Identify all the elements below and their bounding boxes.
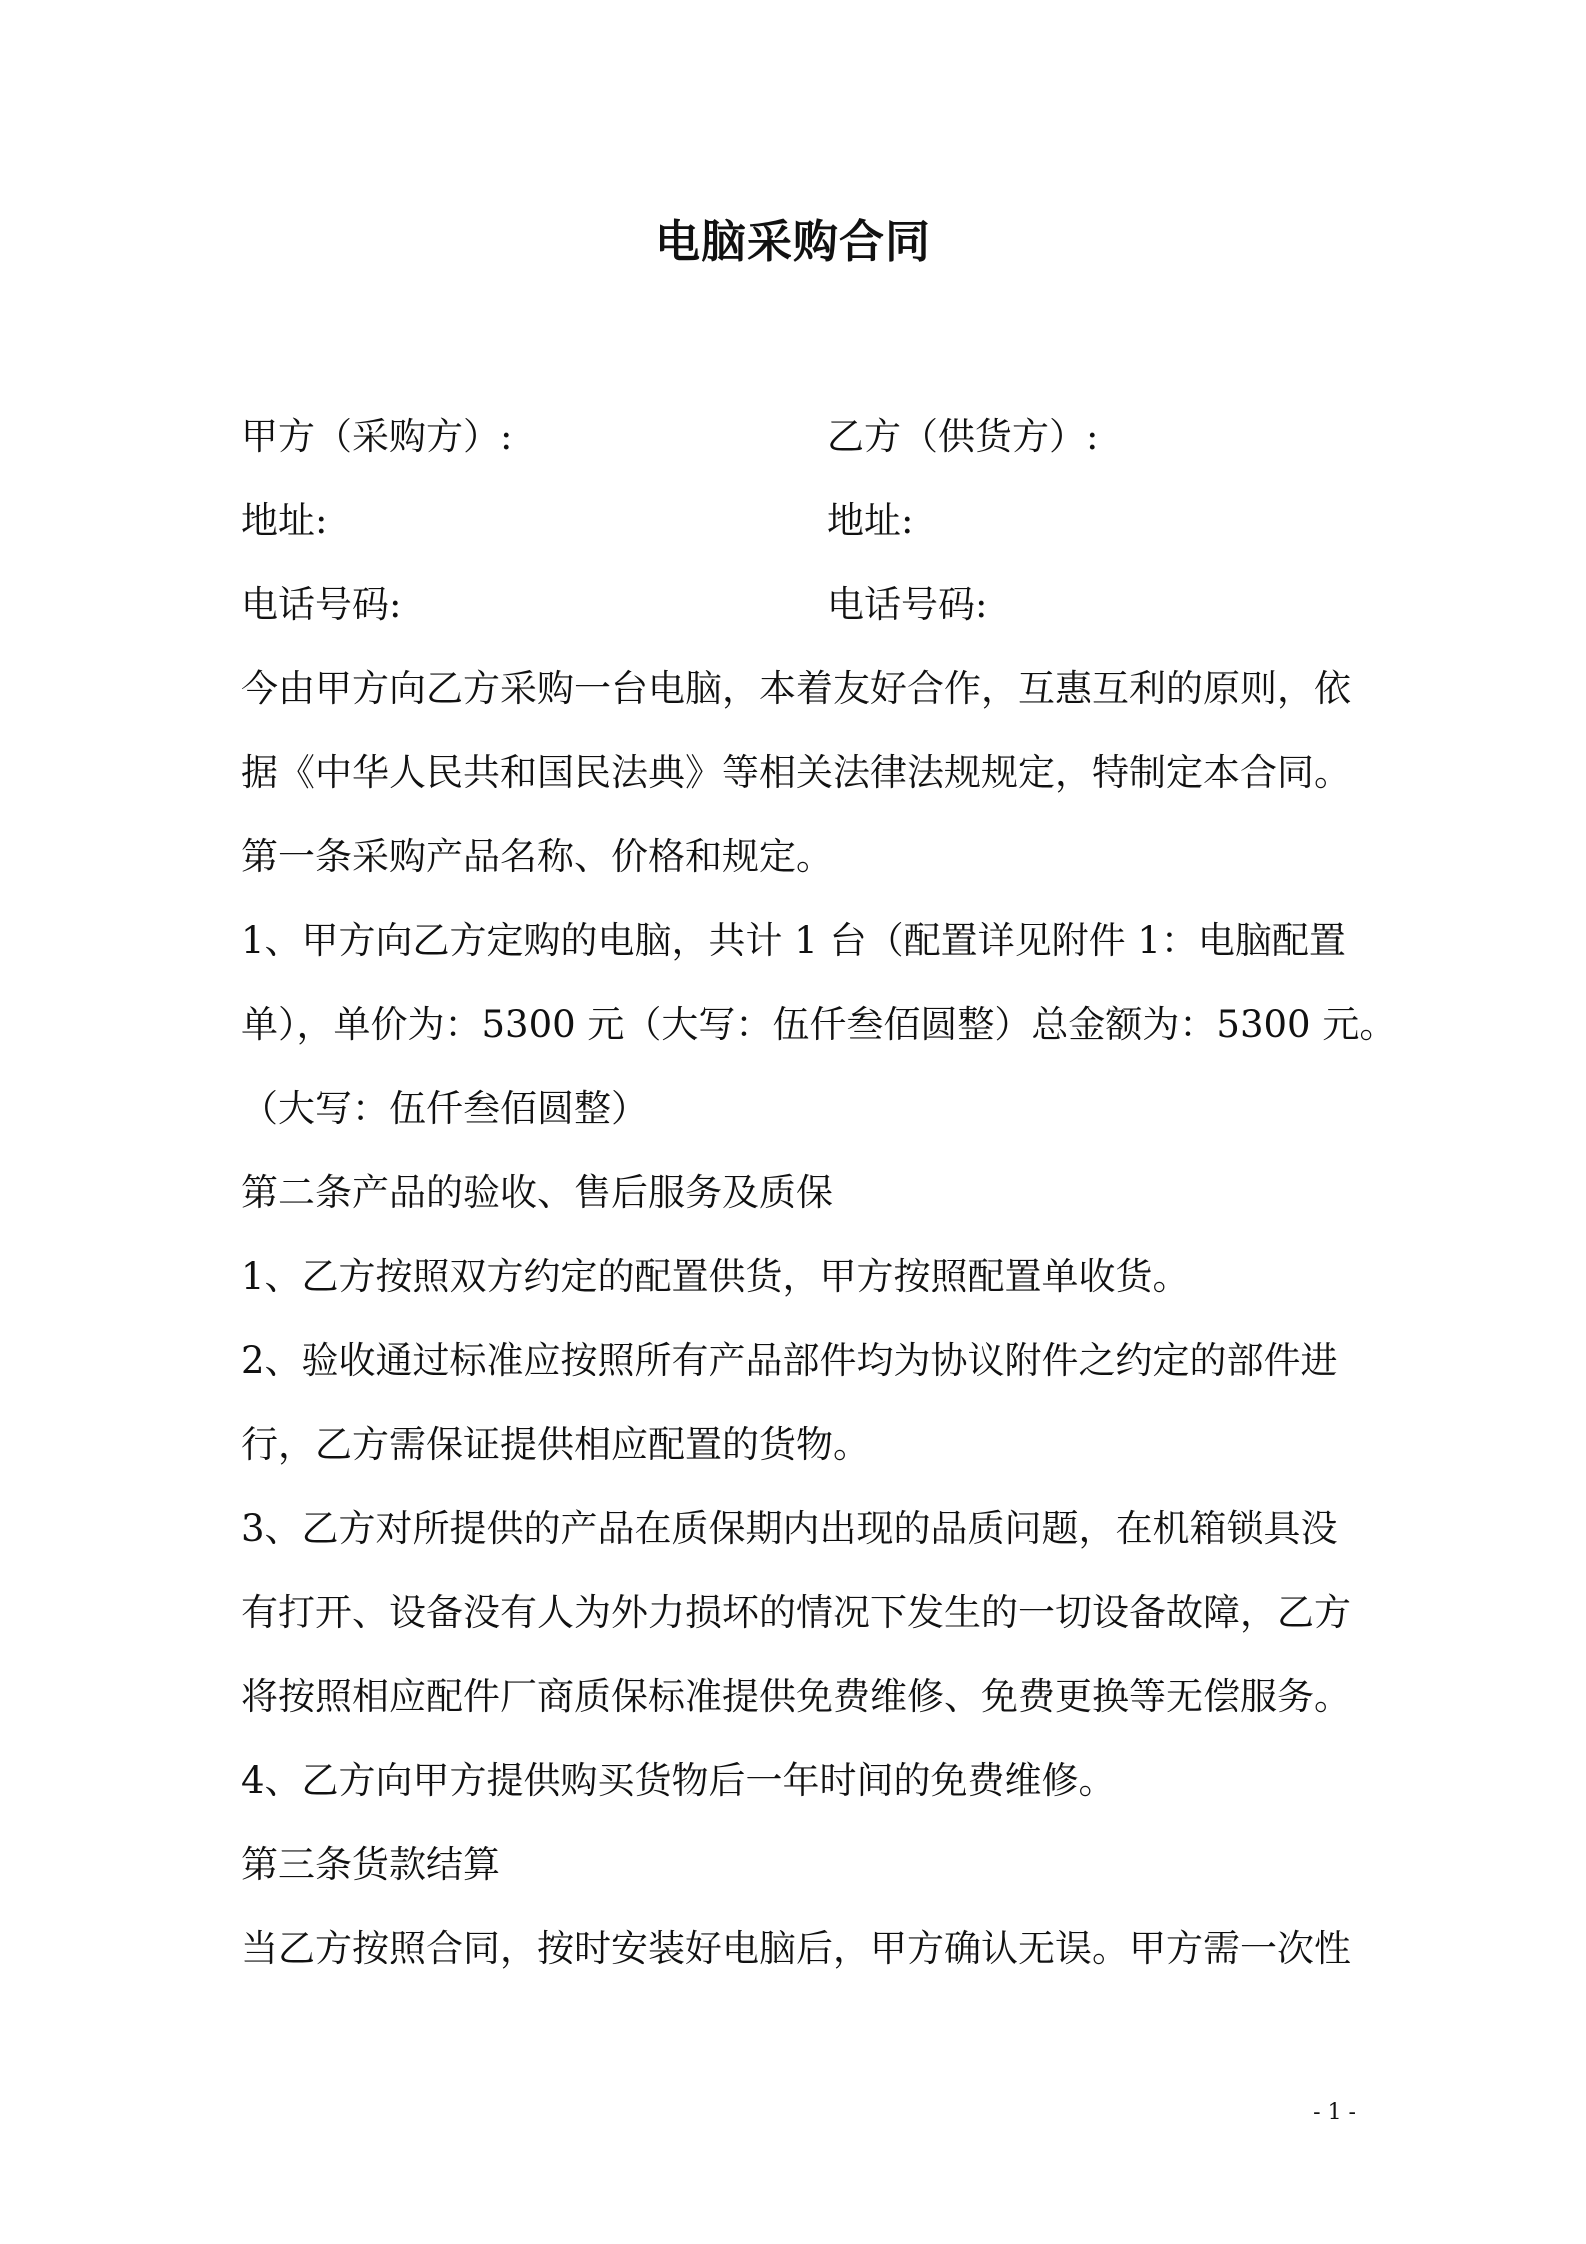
party-b-phone: 电话号码: (827, 583, 988, 626)
article-line: 4、乙方向甲方提供购买货物后一年时间的免费维修。 (241, 1759, 1116, 1802)
article-line: 单），单价为：5300 元（大写：伍仟叁佰圆整）总金额为：5300 元。 (241, 1003, 1397, 1046)
article-line: 将按照相应配件厂商质保标准提供免费维修、免费更换等无偿服务。 (241, 1675, 1351, 1718)
page-number: - 1 - (1313, 2100, 1356, 2125)
intro-line: 据《中华人民共和国民法典》等相关法律法规规定，特制定本合同。 (241, 751, 1351, 794)
article-line: 行，乙方需保证提供相应配置的货物。 (241, 1423, 870, 1466)
article-line: 2、验收通过标准应按照所有产品部件均为协议附件之约定的部件进 (241, 1339, 1338, 1382)
article-line: （大写：伍仟叁佰圆整） (241, 1087, 648, 1130)
intro-line: 今由甲方向乙方采购一台电脑，本着友好合作，互惠互利的原则，依 (241, 667, 1351, 710)
document-title: 电脑采购合同 (654, 215, 931, 268)
article-line: 有打开、设备没有人为外力损坏的情况下发生的一切设备故障，乙方 (241, 1591, 1351, 1634)
article-line: 3、乙方对所提供的产品在质保期内出现的品质问题，在机箱锁具没 (241, 1507, 1338, 1550)
article-line: 1、乙方按照双方约定的配置供货，甲方按照配置单收货。 (241, 1255, 1190, 1298)
article-heading: 第二条产品的验收、售后服务及质保 (241, 1171, 833, 1214)
article-heading: 第三条货款结算 (241, 1843, 500, 1886)
party-a-address: 地址: (241, 499, 328, 542)
article-heading: 第一条采购产品名称、价格和规定。 (241, 835, 833, 878)
article-line: 当乙方按照合同，按时安装好电脑后，甲方确认无误。甲方需一次性 (241, 1927, 1351, 1970)
party-b-address: 地址: (827, 499, 914, 542)
party-a-label: 甲方（采购方）: (241, 415, 513, 458)
article-line: 1、甲方向乙方定购的电脑，共计 1 台（配置详见附件 1：电脑配置 (241, 919, 1346, 962)
party-b-label: 乙方（供货方）: (827, 415, 1099, 458)
party-a-phone: 电话号码: (241, 583, 402, 626)
